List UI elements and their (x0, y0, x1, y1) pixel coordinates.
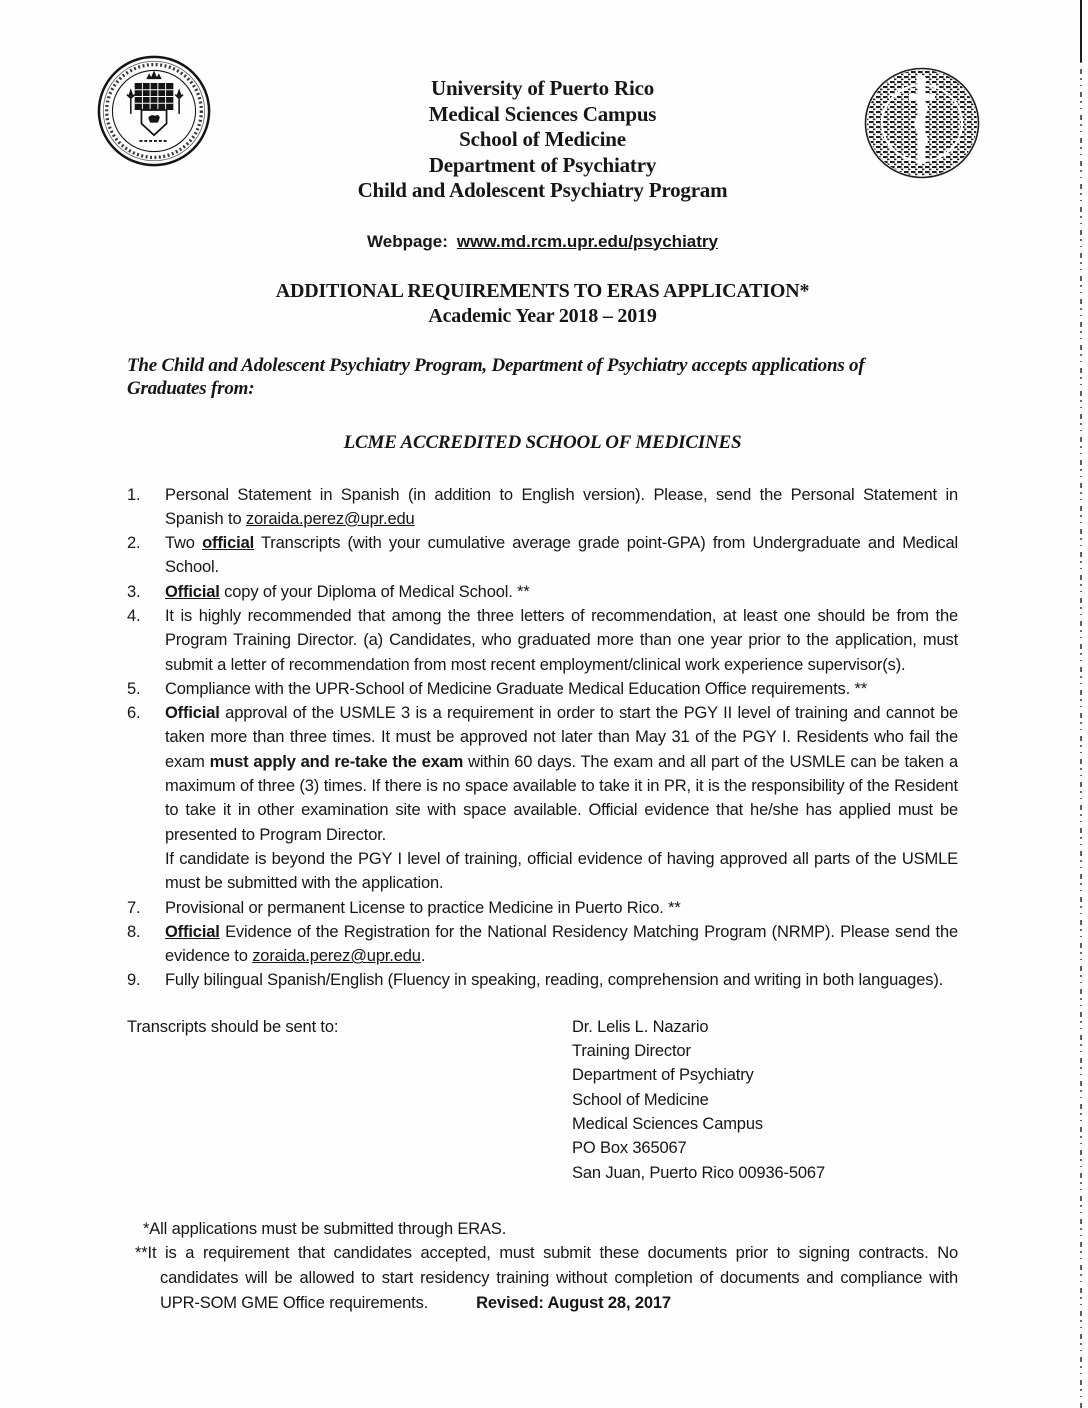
academic-year: Academic Year 2018 – 2019 (428, 305, 657, 327)
text-segment: official (202, 534, 255, 553)
intro-paragraph: The Child and Adolescent Psychiatry Program, Department of Psychiatry accepts applications of Graduates from: (127, 354, 865, 399)
footnote-requirements (127, 1241, 958, 1315)
requirement-item (127, 968, 958, 992)
text-segment: within 60 days. The exam and all part of the USMLE can be taken a maximum of three (3) times. If there is no space available to take it in PR, it is the responsibility of the Resident to take it in other examination site with space available. Official evidence that he/she has applied must be presented to Program Director. (165, 752, 958, 844)
recipient-address (572, 1015, 825, 1185)
requirement-number: 6. (127, 704, 141, 723)
requirement-text (165, 968, 958, 992)
requirement-number: 1. (127, 485, 141, 504)
document-title: ADDITIONAL REQUIREMENTS TO ERAS APPLICATION* (275, 279, 810, 302)
address-line: PO Box 365067 (572, 1139, 687, 1158)
requirement-number: 2. (127, 534, 141, 553)
requirement-number: 4. (127, 606, 141, 625)
footnote-eras: *All applications must be submitted through ERAS. (143, 1219, 507, 1238)
lcme-heading: LCME ACCREDITED SCHOOL OF MEDICINES (343, 431, 742, 453)
requirement-number: 3. (127, 582, 141, 601)
requirement-item (127, 677, 958, 701)
requirement-item (127, 580, 958, 604)
webpage-label: Webpage: (367, 231, 448, 251)
requirement-item (127, 920, 958, 969)
text-segment: Transcripts (with your cumulative average grade point-GPA) from Undergraduate and Medical School. (165, 534, 958, 577)
transcripts-label: Transcripts should be sent to: (127, 1017, 339, 1036)
requirement-text (165, 701, 958, 895)
title-block (127, 279, 958, 330)
org-name-line: University of Puerto Rico (430, 76, 655, 100)
text-segment: Fully bilingual Spanish/English (Fluency in speaking, reading, comprehension and writing in both languages). (165, 971, 944, 990)
text-segment: Official (165, 704, 220, 723)
address-line: Medical Sciences Campus (572, 1114, 763, 1133)
email-link[interactable]: zoraida.perez@upr.edu (252, 947, 421, 966)
requirement-number: 8. (127, 922, 141, 941)
address-line: School of Medicine (572, 1090, 709, 1109)
org-name-line: Child and Adolescent Psychiatry Program (357, 178, 728, 202)
text-segment: Compliance with the UPR-School of Medicine Graduate Medical Education Office requirements. ** (165, 679, 868, 698)
webpage-link[interactable]: www.md.rcm.upr.edu/psychiatry (456, 231, 718, 251)
requirement-item (127, 604, 958, 677)
text-segment: Official (165, 582, 220, 601)
email-link[interactable]: zoraida.perez@upr.edu (245, 509, 415, 528)
webpage-line (127, 231, 958, 253)
text-segment: . (420, 947, 426, 966)
requirement-text (165, 677, 958, 701)
text-segment: If candidate is beyond the PGY I level of training, official evidence of having approved all parts of the USMLE must be submitted with the application. (165, 849, 958, 893)
requirement-item (127, 483, 958, 532)
requirement-text (165, 483, 958, 532)
requirement-item (127, 896, 958, 920)
org-name-line: Medical Sciences Campus (428, 101, 657, 126)
address-line: Training Director (572, 1042, 691, 1061)
requirement-text (165, 604, 958, 677)
document-content (127, 0, 958, 1315)
requirements-list (127, 483, 958, 993)
address-line: Department of Psychiatry (572, 1066, 754, 1085)
address-line: Dr. Lelis L. Nazario (572, 1017, 709, 1036)
text-segment: Evidence of the Registration for the National Residency Matching Program (NRMP). Please send the evidence to (165, 922, 958, 966)
text-segment: approval of the USMLE 3 is a requirement in order to start the PGY II level of training and cannot be taken more than three times. It must be approved not later than May 31 of the PGY I. Residents who fail the exam (165, 704, 958, 771)
requirement-number: 7. (127, 898, 141, 917)
requirement-text (165, 580, 958, 604)
revised-date: Revised: August 28, 2017 (476, 1293, 671, 1312)
requirement-number: 9. (127, 971, 141, 990)
org-name-line: School of Medicine (459, 127, 626, 151)
text-segment: Personal Statement in Spanish (in addition to English version). Please, send the Personal Statement in Spanish to (165, 485, 958, 528)
scan-artifact-line-top (1080, 0, 1082, 62)
footnote-requirements-text: **It is a requirement that candidates accepted, must submit these documents prior to signing contracts. No candidates will be allowed to start residency training without completion of documents and compliance with UPR-SOM GME Office requirements. (135, 1244, 958, 1312)
requirement-text (165, 896, 958, 920)
text-segment: Provisional or permanent License to practice Medicine in Puerto Rico. ** (165, 898, 681, 917)
text-segment: Two (165, 534, 203, 553)
requirement-text (165, 920, 958, 969)
requirement-number: 5. (127, 679, 141, 698)
requirement-item (127, 531, 958, 580)
address-line: San Juan, Puerto Rico 00936-5067 (572, 1163, 825, 1182)
transcripts-section (127, 1015, 958, 1185)
footnotes (127, 1217, 958, 1315)
medicine-seal-icon (862, 66, 982, 180)
text-segment: Official (165, 922, 220, 941)
scan-artifact-line (1080, 0, 1082, 1408)
university-seal-icon (96, 54, 212, 168)
requirement-item (127, 701, 958, 895)
org-header (127, 76, 958, 204)
text-segment: must apply and re-take the exam (209, 752, 464, 771)
text-segment: copy of your Diploma of Medical School. ** (219, 582, 530, 601)
text-segment: It is highly recommended that among the three letters of recommendation, at least one should be from the Program Training Director. (a) Candidates, who graduated more than one year prior to the application, must submit a letter of recommendation from most recent employment/clinical work experience supervisor(s). (165, 606, 958, 674)
org-name-line: Department of Psychiatry (428, 152, 657, 177)
requirement-text (165, 531, 958, 580)
